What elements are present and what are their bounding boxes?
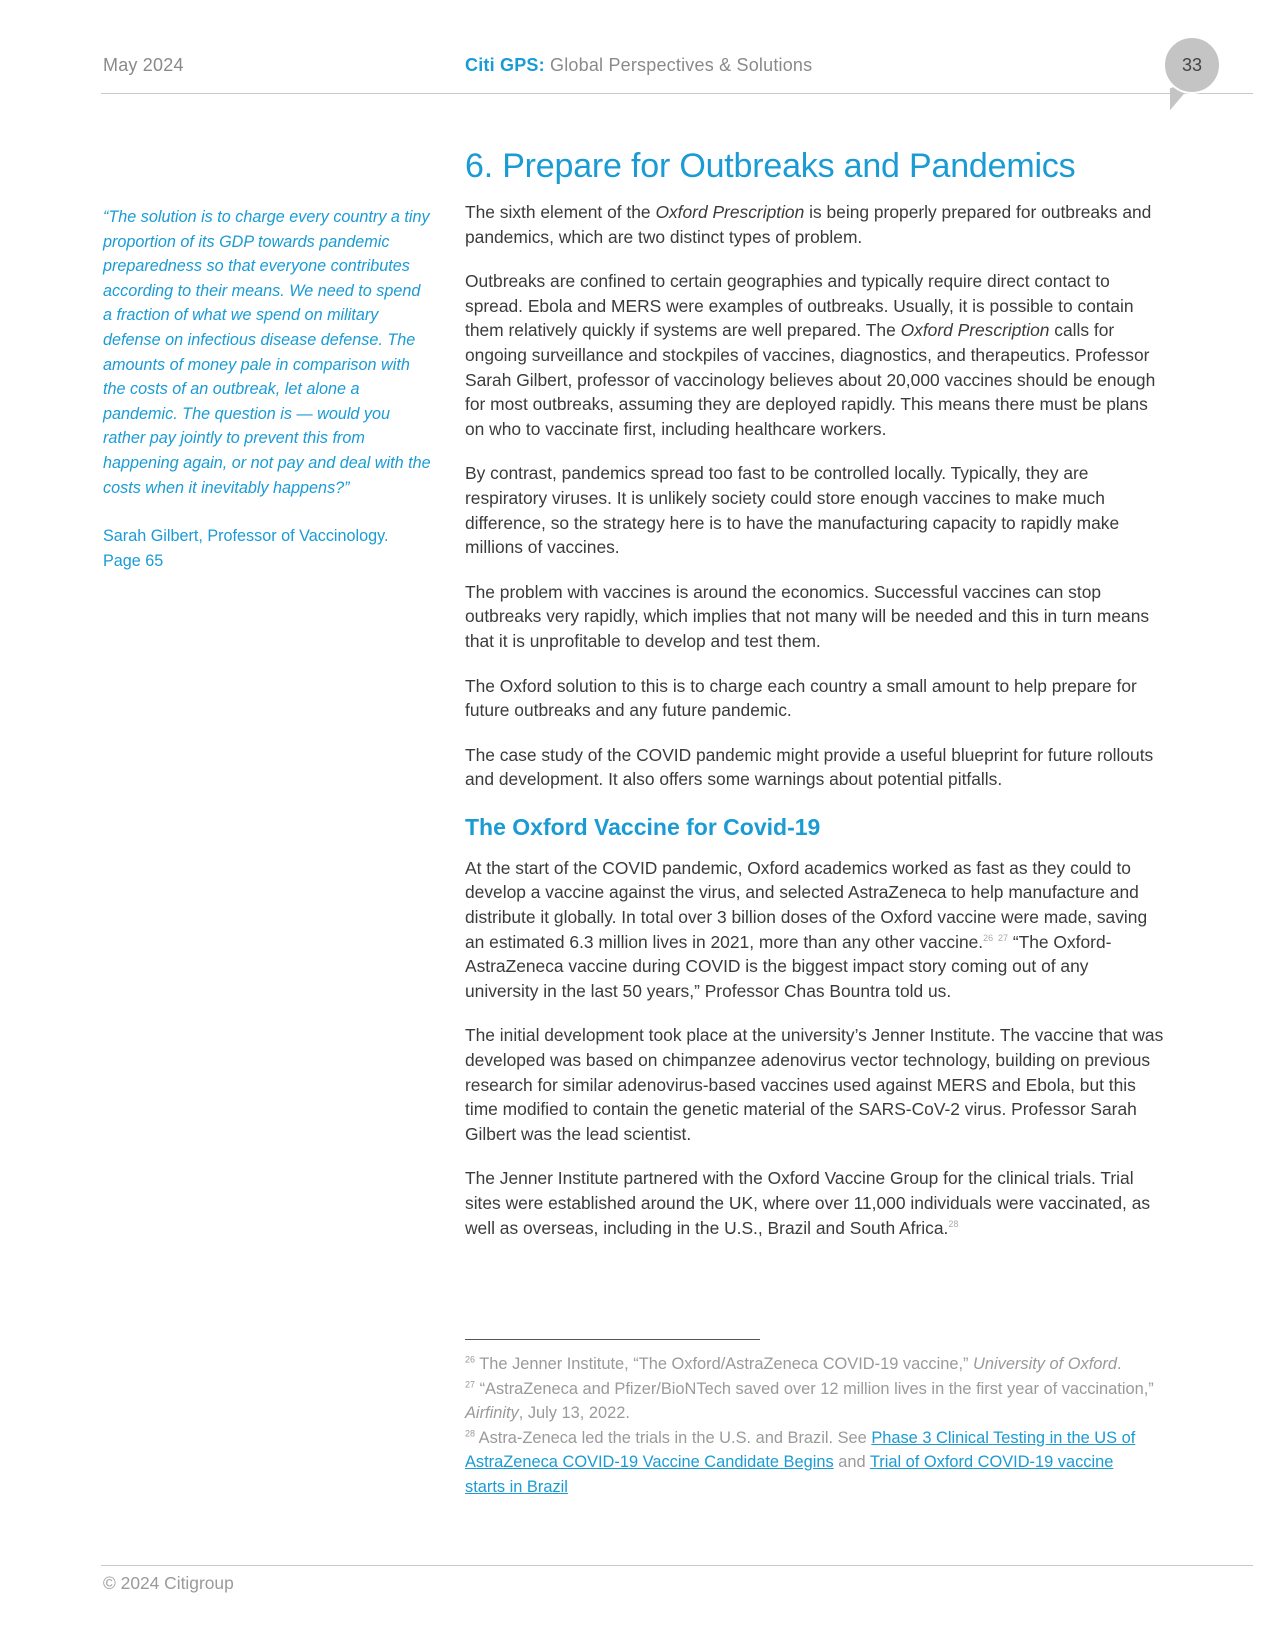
text: , July 13, 2022.	[518, 1404, 630, 1423]
footnotes	[465, 1352, 1155, 1500]
pull-quote-text: “The solution is to charge every country a tiny proportion of its GDP towards pandemic preparedness so that everyone contributes according to their means. We need to spend a fraction of what we spend on military defense on infectious disease defense. The amounts of money pale in comparison with the costs of an outbreak, let alone a pandemic. The question is — would you rather pay jointly to prevent this from happening again, or not pay and deal with the costs when it inevitably happens?”	[103, 208, 431, 497]
footnote-ref-28[interactable]: 28	[948, 1218, 959, 1229]
pull-quote-attribution	[103, 524, 433, 573]
footnote-divider	[465, 1339, 760, 1340]
text: Astra-Zeneca led the trials in the U.S. and Brazil. See	[475, 1428, 872, 1447]
text: Outbreaks are confined to certain geographies and typically require direct contact to spread. Ebola and MERS were examples of outbreaks. Usually, it is possible to contain them relatively quickly if systems are well prepared. The	[465, 271, 1134, 341]
paragraph-7	[465, 856, 1165, 1004]
attribution-page: Page 65	[103, 551, 164, 570]
subsection-title: The Oxford Vaccine for Covid-19	[465, 813, 821, 840]
text: and	[833, 1453, 870, 1472]
paragraph-4: The problem with vaccines is around the economics. Successful vaccines can stop outbreaks very rapidly, which implies that not many will be needed and this in turn means that it is unprofitable to develop and test them.	[465, 581, 1150, 651]
footer-divider	[101, 1565, 1253, 1566]
footnote-ref-27[interactable]: 27	[998, 932, 1009, 943]
text: The Jenner Institute, “The Oxford/AstraZeneca COVID-19 vaccine,”	[475, 1355, 974, 1373]
paragraph-3: By contrast, pandemics spread too fast to be controlled locally. Typically, they are respiratory viruses. It is unlikely society could store enough vaccines to make much difference, so the strategy here is to have the manufacturing capacity to rapidly make millions of vaccines.	[465, 463, 1120, 558]
header-date: May 2024	[103, 55, 184, 75]
footnote-28	[465, 1426, 1155, 1500]
header-divider	[101, 93, 1253, 94]
text: At the start of the COVID pandemic, Oxford academics worked as fast as they could to develop a vaccine against the virus, and selected AstraZeneca to help manufacture and distribute it globally. In total over 3 billion doses of the Oxford vaccine were made, saving an estimated 6.3 million lives in 2021, more than any other vaccine.	[465, 857, 1148, 952]
footnote-number: 27	[465, 1379, 476, 1390]
text: calls for ongoing surveillance and stockpiles of vaccines, diagnostics, and therapeutics. Professor Sarah Gilbert, professor of vaccinology believes about 20,000 vaccines should be enough for most outbreaks, assuming they are deployed rapidly. This means there must be plans on who to vaccinate first, including healthcare workers.	[465, 320, 1156, 439]
footnote-ref-26[interactable]: 26	[983, 932, 994, 943]
publication-name: Global Perspectives & Solutions	[544, 55, 813, 75]
link-phase3-clinical-testing[interactable]: Phase 3 Clinical Testing in the US of AstraZeneca COVID-19 Vaccine Candidate Begins	[465, 1428, 1136, 1472]
footnote-27	[465, 1377, 1155, 1426]
paragraph-9	[465, 1166, 1165, 1240]
text: .	[1116, 1355, 1122, 1373]
text: The sixth element of the	[465, 202, 656, 222]
italic-text: Oxford Prescription	[900, 320, 1050, 341]
italic-text: Oxford Prescription	[655, 202, 805, 222]
page-number: 33	[1163, 36, 1221, 94]
text: “AstraZeneca and Pfizer/BioNTech saved over 12 million lives in the first year of vaccination,”	[475, 1379, 1154, 1398]
paragraph-8: The initial development took place at the university’s Jenner Institute. The vaccine that was developed was based on chimpanzee adenovirus vector technology, building on previous research for similar adenovirus-based vaccines used against MERS and Ebola, but this time modified to contain the genetic material of the SARS-CoV-2 virus. Professor Sarah Gilbert was the lead scientist.	[465, 1025, 1164, 1144]
text: The Jenner Institute partnered with the Oxford Vaccine Group for the clinical trials. Trial sites were established around the UK, where over 11,000 individuals were vaccinated, as well as overseas, including in the U.S., Brazil and South Africa.	[465, 1168, 1151, 1238]
footnote-number: 26	[465, 1354, 476, 1365]
footnote-number: 28	[465, 1428, 476, 1439]
italic-text: University of Oxford	[973, 1355, 1117, 1373]
header-publication	[465, 55, 812, 76]
attribution-author: Sarah Gilbert, Professor of Vaccinology.	[103, 527, 389, 546]
main-article	[465, 146, 1165, 1260]
paragraph-5: The Oxford solution to this is to charge each country a small amount to help prepare for future outbreaks and any future pandemic.	[465, 675, 1137, 721]
footnote-26	[465, 1352, 1155, 1377]
italic-text: Airfinity	[465, 1404, 519, 1423]
brand-name: Citi GPS:	[465, 55, 545, 75]
text: “The Oxford-AstraZeneca vaccine during COVID is the biggest impact story coming out of any university in the last 50 years,” Professor Chas Bountra told us.	[465, 931, 1112, 1001]
sidebar-pull-quote	[103, 205, 433, 573]
paragraph-6: The case study of the COVID pandemic might provide a useful blueprint for future rollouts and development. It also offers some warnings about potential pitfalls.	[465, 744, 1154, 790]
paragraph-1	[465, 200, 1165, 249]
paragraph-2	[465, 269, 1165, 441]
section-title: 6. Prepare for Outbreaks and Pandemics	[465, 147, 1076, 185]
link-oxford-trial-brazil[interactable]: Trial of Oxford COVID-19 vaccine starts in Brazil	[465, 1453, 1114, 1496]
page-number-badge	[1163, 36, 1219, 108]
footer-copyright: © 2024 Citigroup	[103, 1573, 234, 1593]
text: is being properly prepared for outbreaks and pandemics, which are two distinct types of problem.	[465, 202, 1152, 247]
